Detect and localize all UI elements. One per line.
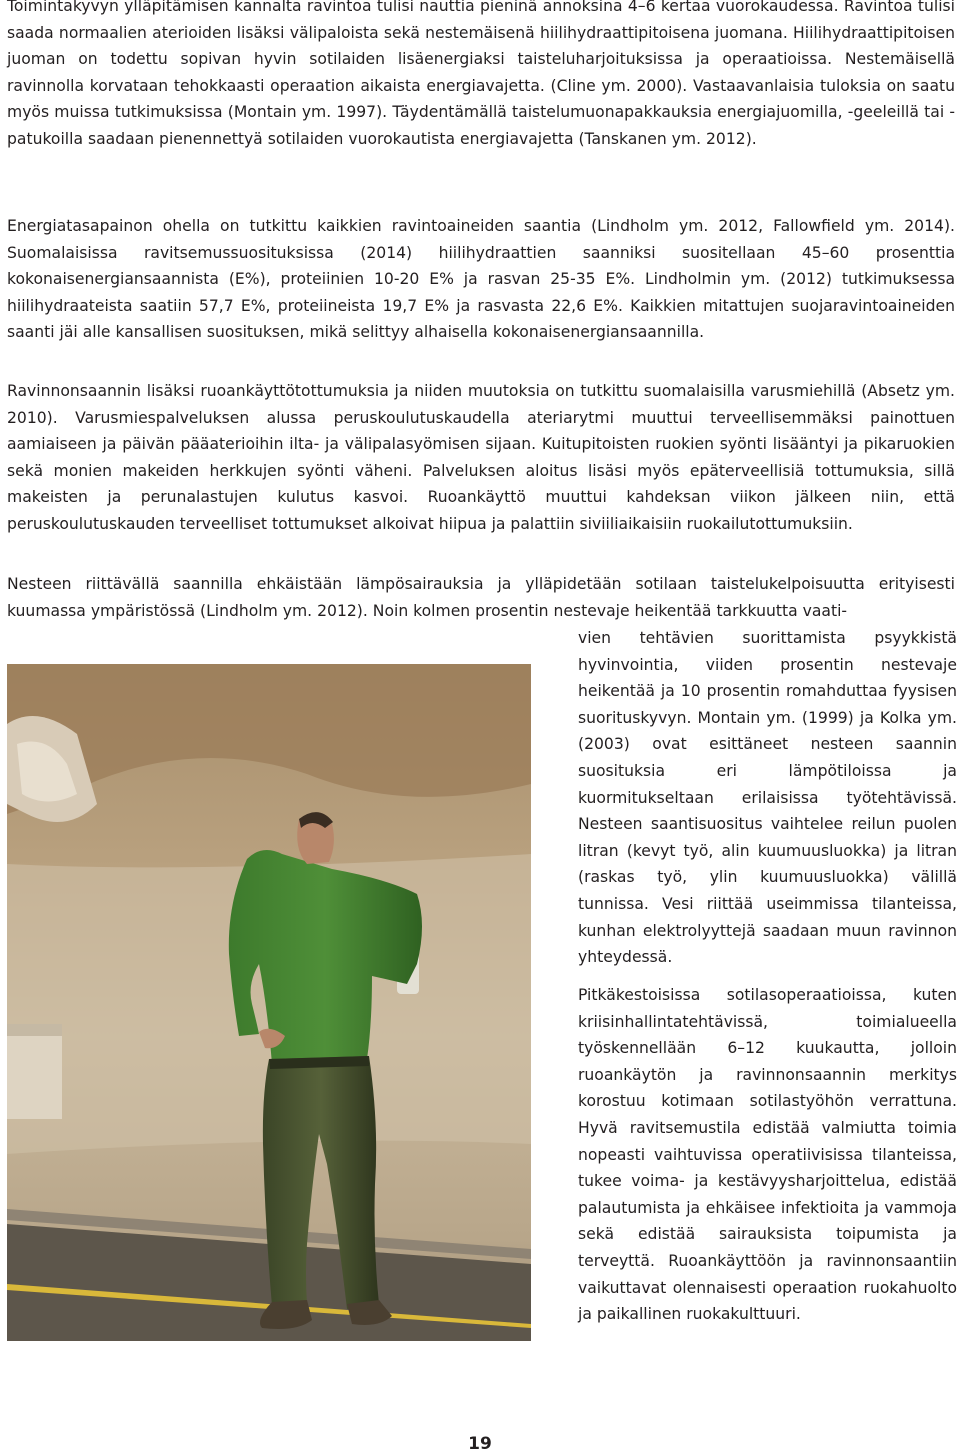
paragraph-energy-intake: Toimintakyvyn ylläpitämisen kannalta ravintoa tulisi nauttia pieninä annoksina 4–6 kertaa vuorokaudessa. Ravintoa tulisi saada normaalien aterioiden lisäksi välipaloista sekä nestemäisenä hiilihydraattipitoisena juomana. Hiilihydraattipitoisen juoman on todettu sopivan hyvin sotilaiden lisäenergiaksi taisteluharjoituksissa ja operaatioissa. Nestemäisellä ravinnolla korvataan tehokkaasti operaation aikaista energiavajetta. (Cline ym. 2000). Vastaavanlaisia tuloksia on saatu myös muissa tutkimuksissa (Montain ym. 1997). Täydentämällä taistelumuonapakkauksia energiajuomilla, -geeleillä tai -patukoilla saadaan pienennettyä sotilaiden vuorokautista energiavajetta (Tanskanen ym. 2012). bbox=[7, 0, 955, 148]
paragraph-nutrient-intake: Energiatasapainon ohella on tutkittu kaikkien ravintoaineiden saantia (Lindholm ym. 2012, Fallowfield ym. 2014). Suomalaisissa ravitsemussuosituksissa (2014) hiilihydraattien saanniksi suositellaan 45–60 prosenttia kokonaisenergiansaannista (E%), proteiinien 10-20 E% ja rasvan 25-35 E%. Lindholmin ym. (2012) tutkimuksessa hiilihydraateista saatiin 57,7 E%, proteiineista 19,7 E% ja rasvasta 22,6 E%. Kaikkien mitattujen suojaravintoaineiden saanti jäi alle kansallisen suosituksen, mikä selittyy alhaisella kokonaisenergiansaannilla. bbox=[7, 217, 955, 342]
page-number: 19 bbox=[468, 1434, 492, 1454]
paragraph-eating-habits: Ravinnonsaannin lisäksi ruoankäyttötottumuksia ja niiden muutoksia on tutkittu suomalaisilla varusmiehillä (Absetz ym. 2010). Varusmiespalveluksen alussa peruskoulutuskaudella ateriarytmi muuttui terveellisemmäksi painottuen aamiaiseen ja päivän pääaterioihin ilta- ja välipalasyömisen sijaan. Kuitupitoisten ruokien syönti lisääntyi ja pikaruokien sekä monien makeiden herkkujen syönti väheni. Palveluksen aloitus lisäsi myös epäterveellisiä tottumuksia, sillä makeisten ja perunalastujen kulutus kasvoi. Ruoankäyttö muuttui kahdeksan viikon jälkeen niin, että peruskoulutuskauden terveelliset tottumukset alkoivat hiipua ja palattiin siviiliaikaisiin ruokailutottumuksiin. bbox=[7, 382, 955, 533]
paragraph-long-operations: Pitkäkestoisissa sotilasoperaatioissa, kuten kriisinhallintatehtävissä, toimialueella työskennellään 6–12 kuukautta, jolloin ruoankäytön ja ravinnonsaannin merkitys korostuu kotimaan sotilastyöhön verrattuna. Hyvä ravitsemustila edistää valmiutta toimia nopeasti vaihtuvissa operatiivisissa tilanteissa, tukee voima- ja kestävyysharjoittelua, edistää palautumista ja ehkäisee infektioita ja vammoja sekä edistää sairauksista toipumista ja terveyttä. Ruoankäyttöön ja ravinnonsaantiin vaikuttavat olennaisesti operaation ruokahuolto ja paikallinen ruokakulttuuri. bbox=[578, 986, 957, 1324]
paragraph-fluid-intake-continued: vien tehtävien suorittamista psyykkistä hyvinvointia, viiden prosentin nestevaje heikentää ja 10 prosentin romahduttaa fyysisen suorituskyvyn. Montain ym. (1999) ja Kolka ym. (2003) ovat esittäneet nesteen saannin suosituksia eri lämpötiloissa ja kuormitukseltaan erilaisissa työtehtävissä. Nesteen saantisuositus vaihtelee reilun puolen litran (kevyt työ, alin kuumuusluokka) ja litran (raskas työ, ylin kuumuusluokka) välillä tunnissa. Vesi riittää useimmissa tilanteissa, kunhan elektrolyyttejä saadaan muun ravinnon yhteydessä. bbox=[578, 629, 957, 967]
paragraph-fluid-intake: Nesteen riittävällä saannilla ehkäistään lämpösairauksia ja ylläpidetään sotilaan taistelukelpoisuutta erityisesti kuumassa ympäristössä (Lindholm ym. 2012). Noin kolmen prosentin nestevaje heikentää tarkkuutta vaati- bbox=[7, 575, 955, 620]
photo-soldier bbox=[7, 664, 531, 1341]
